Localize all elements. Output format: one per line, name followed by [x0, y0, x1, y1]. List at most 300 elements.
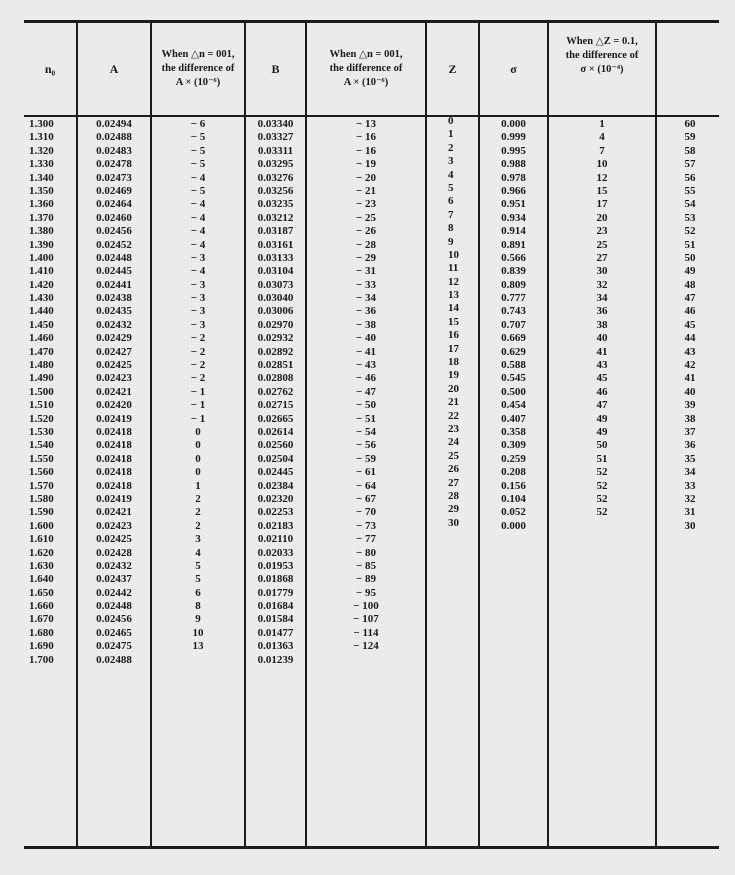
- column-n0: [29, 118, 75, 667]
- header-delta-B-line3: A × (10⁻⁶): [343, 77, 389, 88]
- table-cell: − 2: [190, 372, 206, 385]
- table-cell: 0.707: [501, 318, 526, 331]
- table-cell: − 3: [190, 305, 206, 318]
- header-delta-sigma-line1: When △Z = 0.1,: [566, 36, 638, 47]
- table-cell: 27: [596, 251, 608, 264]
- table-cell: 1.590: [29, 506, 54, 519]
- table-cell: 0.02438: [96, 292, 132, 305]
- table-cell: − 4: [190, 238, 206, 251]
- table-cell: 1.670: [29, 613, 54, 626]
- table-cell: 0.03276: [257, 171, 294, 184]
- table-cell: − 4: [190, 225, 206, 238]
- table-cell: 0.02460: [96, 211, 132, 224]
- table-cell: 51: [596, 452, 608, 465]
- table-cell: 0.02429: [96, 332, 132, 345]
- table-cell: 2: [195, 519, 201, 532]
- table-cell: 0.988: [501, 158, 526, 171]
- table-cell: 0.02423: [96, 519, 132, 532]
- table-cell: − 4: [190, 198, 206, 211]
- table-cell: 1.450: [29, 318, 54, 331]
- table-cell: 0.02504: [257, 452, 294, 465]
- table-cell: 0.02033: [257, 546, 294, 559]
- table-cell: 1: [599, 118, 605, 130]
- table-cell: 3: [195, 533, 201, 546]
- table-cell: 0.02423: [96, 372, 132, 385]
- table-cell: 10: [448, 248, 459, 261]
- table-cell: 40: [684, 385, 696, 398]
- table-cell: 2: [195, 506, 201, 519]
- table-cell: 4: [599, 131, 605, 144]
- table-cell: 49: [596, 412, 608, 425]
- table-cell: 54: [684, 198, 696, 211]
- table-cell: 23: [448, 422, 459, 435]
- table-cell: 16: [448, 329, 459, 342]
- table-cell: − 5: [190, 158, 206, 171]
- table-cell: 0.02488: [96, 131, 132, 144]
- table-cell: − 5: [190, 144, 206, 157]
- table-cell: 0.01953: [257, 559, 294, 572]
- table-cell: 1.500: [29, 385, 54, 398]
- table-cell: 0.02970: [257, 318, 294, 331]
- table-cell: 0.629: [501, 345, 526, 358]
- table-cell: 1.570: [29, 479, 54, 492]
- table-cell: 31: [684, 506, 696, 519]
- table-cell: 32: [596, 278, 608, 291]
- table-cell: − 33: [355, 278, 377, 291]
- header-B: B: [271, 62, 280, 76]
- header-sigma: σ: [510, 62, 517, 76]
- table-cell: 9: [195, 613, 201, 626]
- table-cell: − 40: [355, 332, 377, 345]
- table-cell: − 13: [355, 118, 377, 130]
- table-cell: 0.02421: [96, 506, 132, 519]
- table-cell: 22: [448, 409, 459, 422]
- table-cell: 9: [448, 235, 454, 248]
- header-delta-B: [307, 23, 425, 115]
- table-cell: 0.02483: [96, 144, 132, 157]
- table-cell: 0.809: [501, 278, 526, 291]
- table-cell: 50: [596, 439, 608, 452]
- table-cell: 0.02435: [96, 305, 132, 318]
- table-cell: 18: [448, 356, 459, 369]
- table-cell: 47: [684, 292, 696, 305]
- table-cell: 20: [448, 382, 459, 395]
- table-cell: 14: [448, 302, 459, 315]
- column-Z: [448, 115, 478, 530]
- table-cell: 58: [684, 144, 696, 157]
- table-cell: 41: [596, 345, 608, 358]
- table-cell: 1.580: [29, 492, 54, 505]
- table-cell: 0.02432: [96, 318, 132, 331]
- header-last: [657, 23, 719, 115]
- table-cell: 32: [684, 492, 696, 505]
- table-cell: 0.02464: [96, 198, 132, 211]
- table-cell: 23: [596, 225, 608, 238]
- table-cell: 45: [596, 372, 608, 385]
- table-cell: 0.02475: [96, 640, 132, 653]
- table-cell: 0.02932: [257, 332, 294, 345]
- table-cell: 51: [684, 238, 696, 251]
- column-delta-A: [152, 118, 244, 667]
- table-cell: 5: [195, 573, 201, 586]
- table-cell: 0.000: [501, 519, 526, 532]
- table-cell: 13: [448, 289, 459, 302]
- table-cell: 24: [448, 436, 459, 449]
- table-cell: 0.02448: [96, 600, 132, 613]
- table-cell: 0.02421: [96, 385, 132, 398]
- table-cell: 0.02448: [96, 251, 132, 264]
- table-cell: 38: [684, 412, 696, 425]
- table-cell: 6: [195, 586, 201, 599]
- table-cell: 60: [684, 118, 696, 130]
- table-cell: 1.310: [29, 131, 54, 144]
- table-cell: 0.02851: [257, 359, 294, 372]
- table-bottom-rule: [24, 846, 719, 849]
- table-cell: 1.360: [29, 198, 54, 211]
- table-cell: − 89: [355, 573, 377, 586]
- table-cell: 8: [195, 600, 201, 613]
- table-cell: 0.03327: [257, 131, 294, 144]
- table-cell: 0.934: [501, 211, 526, 224]
- table-cell: 0: [195, 425, 201, 438]
- table-cell: − 107: [353, 613, 379, 626]
- table-cell: 21: [448, 396, 459, 409]
- table-cell: − 5: [190, 184, 206, 197]
- table-cell: 2: [448, 141, 454, 154]
- table-cell: 49: [596, 425, 608, 438]
- table-cell: 0.01584: [257, 613, 294, 626]
- table-cell: − 70: [355, 506, 377, 519]
- table-cell: 0.743: [501, 305, 526, 318]
- table-cell: 0.02419: [96, 492, 132, 505]
- table-cell: − 43: [355, 359, 377, 372]
- table-cell: 1.490: [29, 372, 54, 385]
- header-A: A: [109, 62, 119, 76]
- table-cell: 0.02665: [257, 412, 294, 425]
- header-delta-sigma: [549, 23, 655, 115]
- header-delta-sigma-line2: the difference of: [565, 50, 639, 61]
- table-cell: 17: [596, 198, 608, 211]
- header-delta-B-line2: the difference of: [329, 63, 403, 74]
- table-cell: 28: [448, 489, 459, 502]
- table-cell: 0.156: [501, 479, 526, 492]
- table-cell: 7: [448, 208, 454, 221]
- table-cell: 1.660: [29, 600, 54, 613]
- table-cell: 0.01779: [257, 586, 294, 599]
- table-cell: 0.02418: [96, 452, 132, 465]
- table-cell: 0.02110: [257, 533, 294, 546]
- table-cell: − 3: [190, 292, 206, 305]
- table-cell: − 3: [190, 318, 206, 331]
- table-cell: − 36: [355, 305, 377, 318]
- column-B: [246, 118, 305, 667]
- table-cell: − 16: [355, 131, 377, 144]
- table-cell: 5: [448, 181, 454, 194]
- table-cell: 0.02452: [96, 238, 132, 251]
- table-cell: 40: [596, 332, 608, 345]
- table-cell: − 1: [190, 412, 206, 425]
- table-cell: 19: [448, 369, 459, 382]
- table-cell: 0.02762: [257, 385, 294, 398]
- table-cell: 0.02437: [96, 573, 132, 586]
- table-cell: 0.02441: [96, 278, 132, 291]
- table-cell: 52: [596, 506, 608, 519]
- table-cell: − 100: [353, 600, 379, 613]
- table-cell: 43: [684, 345, 696, 358]
- table-cell: − 50: [355, 399, 377, 412]
- table-cell: 0.02432: [96, 559, 132, 572]
- table-cell: 0.03006: [257, 305, 294, 318]
- table-cell: 0: [448, 115, 454, 127]
- table-cell: [152, 654, 244, 667]
- table-cell: − 67: [355, 492, 377, 505]
- table-cell: 1.430: [29, 292, 54, 305]
- table-cell: 1.300: [29, 118, 54, 130]
- table-cell: 0.02418: [96, 466, 132, 479]
- table-cell: 1.370: [29, 211, 54, 224]
- table-cell: 25: [448, 449, 459, 462]
- table-cell: 8: [448, 222, 454, 235]
- table-cell: 45: [684, 318, 696, 331]
- table-cell: − 56: [355, 439, 377, 452]
- table-cell: − 4: [190, 211, 206, 224]
- header-delta-A: [152, 23, 244, 115]
- table-cell: − 80: [355, 546, 377, 559]
- table-cell: 30: [684, 519, 696, 532]
- table-cell: 0.02418: [96, 425, 132, 438]
- table-cell: 0.03311: [257, 144, 294, 157]
- table-cell: 43: [596, 359, 608, 372]
- table-cell: 52: [596, 466, 608, 479]
- table-cell: − 2: [190, 359, 206, 372]
- table-cell: − 34: [355, 292, 377, 305]
- table-cell: 1.400: [29, 251, 54, 264]
- table-cell: − 59: [355, 452, 377, 465]
- table-cell: − 26: [355, 225, 377, 238]
- table-cell: 52: [596, 492, 608, 505]
- table-cell: 0.02456: [96, 613, 132, 626]
- table-cell: 33: [684, 479, 696, 492]
- table-cell: 34: [596, 292, 608, 305]
- table-cell: 0.999: [501, 131, 526, 144]
- table-cell: 7: [599, 144, 605, 157]
- table-cell: 39: [684, 399, 696, 412]
- table-cell: − 64: [355, 479, 377, 492]
- table-cell: 13: [192, 640, 204, 653]
- table-cell: 0.02560: [257, 439, 294, 452]
- table-cell: 0.914: [501, 225, 526, 238]
- table-cell: 15: [596, 184, 608, 197]
- table-cell: 44: [684, 332, 696, 345]
- table-cell: 42: [684, 359, 696, 372]
- table-cell: 34: [684, 466, 696, 479]
- table-cell: − 25: [355, 211, 377, 224]
- table-cell: 0.669: [501, 332, 526, 345]
- column-sigma: [480, 118, 547, 533]
- table-cell: − 38: [355, 318, 377, 331]
- table-cell: 1.600: [29, 519, 54, 532]
- table-cell: 0.03104: [257, 265, 294, 278]
- table-cell: − 4: [190, 265, 206, 278]
- table-cell: 27: [448, 476, 459, 489]
- header-n0: n₀: [44, 62, 56, 76]
- table-cell: − 73: [355, 519, 377, 532]
- table-cell: 0.02808: [257, 372, 294, 385]
- table-cell: 12: [448, 275, 459, 288]
- table-cell: 0.588: [501, 359, 526, 372]
- table-cell: 0.02428: [96, 546, 132, 559]
- table-cell: 56: [684, 171, 696, 184]
- table-cell: 0.02469: [96, 184, 132, 197]
- table-cell: 0.02420: [96, 399, 132, 412]
- table-cell: 20: [596, 211, 608, 224]
- table-cell: 0.02418: [96, 479, 132, 492]
- table-cell: 0.545: [501, 372, 526, 385]
- table-cell: 1.620: [29, 546, 54, 559]
- table-cell: 55: [684, 184, 696, 197]
- table-cell: 37: [684, 425, 696, 438]
- table-cell: 1.380: [29, 225, 54, 238]
- table-cell: − 3: [190, 278, 206, 291]
- table-cell: 0.03073: [257, 278, 294, 291]
- table-cell: 1.560: [29, 466, 54, 479]
- table-cell: 46: [596, 385, 608, 398]
- table-cell: 50: [684, 251, 696, 264]
- table-cell: − 51: [355, 412, 377, 425]
- column-divider: [655, 23, 657, 848]
- table-cell: 0.02715: [257, 399, 294, 412]
- table-cell: − 2: [190, 332, 206, 345]
- table-cell: 1.510: [29, 399, 54, 412]
- table-cell: 0.052: [501, 506, 526, 519]
- column-A: [78, 118, 150, 667]
- table-cell: 15: [448, 315, 459, 328]
- table-cell: 0.966: [501, 184, 526, 197]
- column-divider: [425, 23, 427, 848]
- table-cell: 1.530: [29, 425, 54, 438]
- table-cell: 1.650: [29, 586, 54, 599]
- table-cell: 52: [596, 479, 608, 492]
- table-cell: 47: [596, 399, 608, 412]
- table-cell: 57: [684, 158, 696, 171]
- table-cell: − 1: [190, 399, 206, 412]
- table-cell: 0.02892: [257, 345, 294, 358]
- table-cell: 1.470: [29, 345, 54, 358]
- header-delta-A-line3: A × (10⁻⁶): [175, 77, 221, 88]
- table-cell: 0.02465: [96, 626, 132, 639]
- table-cell: 0.02384: [257, 479, 294, 492]
- table-cell: 10: [596, 158, 608, 171]
- table-cell: 0.02425: [96, 533, 132, 546]
- table-cell: − 19: [355, 158, 377, 171]
- table-cell: − 114: [353, 626, 379, 639]
- table-cell: 1.680: [29, 626, 54, 639]
- table-cell: 0.02253: [257, 506, 294, 519]
- table-cell: − 20: [355, 171, 377, 184]
- table-cell: 1.480: [29, 359, 54, 372]
- table-cell: 0.02478: [96, 158, 132, 171]
- table-cell: 1.410: [29, 265, 54, 278]
- header-delta-sigma-line3: σ × (10⁻⁴): [580, 64, 624, 75]
- table-cell: 0.01363: [257, 640, 294, 653]
- table-cell: 17: [448, 342, 459, 355]
- table-cell: − 21: [355, 184, 377, 197]
- table-cell: 0.03212: [257, 211, 294, 224]
- table-cell: − 23: [355, 198, 377, 211]
- table-cell: 0.951: [501, 198, 526, 211]
- table-cell: 49: [684, 265, 696, 278]
- table-cell: 3: [448, 155, 454, 168]
- table-cell: 0.000: [501, 118, 526, 130]
- table-cell: 0.02614: [257, 425, 294, 438]
- table-cell: 0.891: [501, 238, 526, 251]
- table-cell: 46: [684, 305, 696, 318]
- column-delta-B: [307, 118, 425, 667]
- table-cell: 0: [195, 439, 201, 452]
- header-delta-B-line1: When △n = 001,: [329, 49, 403, 60]
- table-cell: 0.01868: [257, 573, 294, 586]
- header-delta-A-line2: the difference of: [161, 63, 235, 74]
- table-cell: − 29: [355, 251, 377, 264]
- table-cell: − 61: [355, 466, 377, 479]
- table-cell: 4: [195, 546, 201, 559]
- table-cell: 1.690: [29, 640, 54, 653]
- table-cell: 0.01239: [257, 653, 294, 666]
- table-cell: 1.440: [29, 305, 54, 318]
- table-cell: 1.330: [29, 158, 54, 171]
- table-cell: 0.03235: [257, 198, 294, 211]
- table-cell: − 2: [190, 345, 206, 358]
- table-cell: 0.02473: [96, 171, 132, 184]
- table-cell: 6: [448, 195, 454, 208]
- table-cell: − 41: [355, 345, 377, 358]
- table-cell: 1.540: [29, 439, 54, 452]
- column-last: [674, 118, 706, 533]
- table-cell: − 54: [355, 425, 377, 438]
- table-cell: − 28: [355, 238, 377, 251]
- table-cell: 0.02456: [96, 225, 132, 238]
- table-cell: − 16: [355, 144, 377, 157]
- table-cell: 1.420: [29, 278, 54, 291]
- table-cell: 0.03295: [257, 158, 294, 171]
- table-cell: 29: [448, 503, 459, 516]
- table-cell: 0.995: [501, 144, 526, 157]
- table-cell: 12: [596, 171, 608, 184]
- table-cell: − 47: [355, 385, 377, 398]
- table-cell: 0.02442: [96, 586, 132, 599]
- table-cell: 0.02418: [96, 439, 132, 452]
- table-cell: 0.02320: [257, 492, 294, 505]
- table-cell: 4: [448, 168, 454, 181]
- table-cell: 0: [195, 452, 201, 465]
- table-cell: 11: [448, 262, 459, 275]
- table-cell: 1.520: [29, 412, 54, 425]
- table-cell: − 1: [190, 385, 206, 398]
- table-cell: 0.02445: [257, 466, 294, 479]
- table-cell: 0.839: [501, 265, 526, 278]
- table-cell: 0.02488: [96, 653, 132, 666]
- table-cell: 1.460: [29, 332, 54, 345]
- table-cell: 26: [448, 463, 459, 476]
- table-cell: [307, 654, 425, 667]
- table-cell: − 124: [353, 640, 379, 653]
- table-cell: − 95: [355, 586, 377, 599]
- header-delta-A-line1: When △n = 001,: [161, 49, 235, 60]
- table-cell: 0.03187: [257, 225, 294, 238]
- table-cell: − 6: [190, 118, 206, 130]
- table-cell: 0.259: [501, 452, 526, 465]
- table-cell: 1.340: [29, 171, 54, 184]
